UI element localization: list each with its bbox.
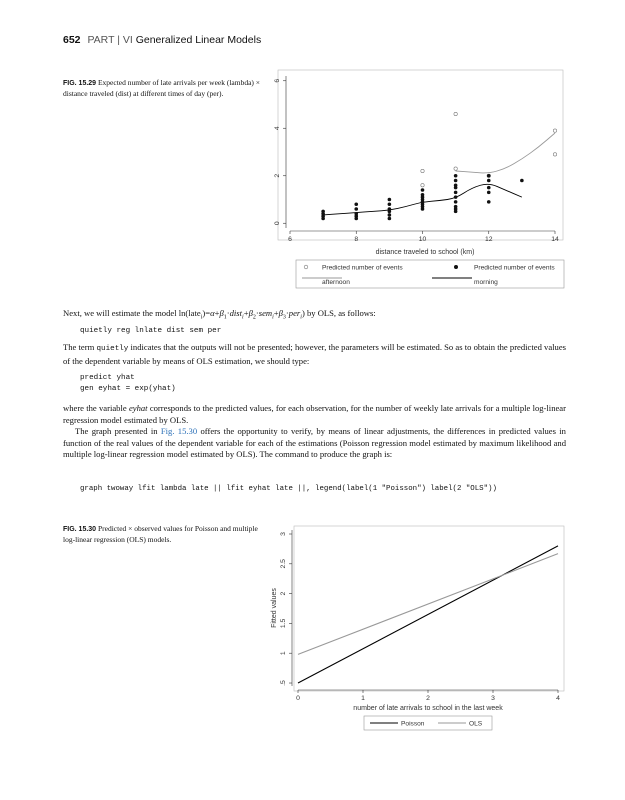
fig29-point-filled xyxy=(487,186,491,190)
model-text-pre: Next, we will estimate the model ln(late xyxy=(63,308,201,318)
fig30-y-tick-label: 2 xyxy=(280,591,287,596)
fig29-point-filled xyxy=(388,207,392,211)
fig30-y-tick-label: 3 xyxy=(280,532,287,536)
fig29-point-filled xyxy=(454,174,458,178)
fig29-point-filled xyxy=(454,195,458,199)
fig29-point-open xyxy=(454,167,457,170)
fig30-legend-label-1: Poisson xyxy=(401,720,425,728)
fig29-point-filled xyxy=(354,207,358,211)
part-label: PART | VI xyxy=(87,34,133,46)
paragraph-eyhat xyxy=(63,403,566,426)
p2-text-a: The term xyxy=(63,342,97,352)
fig29-point-open xyxy=(421,184,424,187)
fig29-point-filled xyxy=(388,217,392,221)
fig29-point-filled xyxy=(354,212,358,216)
running-head xyxy=(63,34,261,46)
fig30-chart xyxy=(270,520,570,740)
fig30-x-tick-label: 2 xyxy=(426,695,430,702)
paragraph-quietly xyxy=(63,342,566,367)
paragraph-model: Next, we will estimate the model $\ln(late_i)=\alpha+\beta_1\cdot dist_i+\beta_2\cdot sem_i+\beta_3\cdot per_i$) by OLS, as follows: xyxy=(63,308,376,321)
fig29-point-filled xyxy=(454,191,458,195)
fig29-legend-label-1: Predicted number of events xyxy=(322,264,403,272)
fig29-legend-label-2: Predicted number of events xyxy=(474,264,555,272)
code-block-1: quietly reg lnlate dist sem per xyxy=(80,327,222,335)
fig30-y-tick-label: 1 xyxy=(280,651,287,656)
code-block-2: predict yhat gen eyhat = exp(yhat) xyxy=(80,374,176,393)
fig29-y-tick-label: 4 xyxy=(274,126,281,131)
fig30-reference-link[interactable]: Fig. 15.30 xyxy=(160,426,198,436)
fig30-y-axis-label: Fitted values xyxy=(271,588,278,628)
fig29-point-open xyxy=(553,129,556,132)
fig30-ols-line xyxy=(298,554,558,655)
fig30-caption-label: FIG. 15.30 xyxy=(63,526,97,533)
fig29-x-tick-label: 14 xyxy=(551,236,559,243)
fig29-legend-label-4: morning xyxy=(474,279,498,286)
fig29-point-open xyxy=(454,112,457,115)
fig29-point-filled xyxy=(421,205,425,209)
fig30-caption xyxy=(63,524,268,545)
fig29-point-filled xyxy=(388,213,392,217)
fig29-point-filled xyxy=(454,200,458,204)
fig30-x-tick-label: 4 xyxy=(556,695,560,702)
fig29-point-filled xyxy=(321,210,325,214)
p2-text-b: indicates that the outputs will not be presented; however, the parameters will be estimated. So as to obtain the predicted values of the dependent variable by means of OLS estimation, we should type: xyxy=(63,342,567,366)
fig30-legend xyxy=(364,716,492,730)
p3-variable: eyhat xyxy=(128,403,148,413)
fig29-x-tick-label: 6 xyxy=(288,236,292,243)
fig30-poisson-line xyxy=(298,546,558,683)
p3-text-b: corresponds to the predicted values, for each observation, for the number of weekly late arrivals for a multiple log-linear regression model estimated by OLS. xyxy=(63,403,566,425)
p4-text-b: offers the opportunity to verify, by means of linear adjustments, the differences in predicted values in function of the real values of the dependent variable for each of the estimations (Poisson regression model estimated by maximum likelihood and multiple log-linear regression model estimated by OLS). The command to produce the graph is: xyxy=(63,426,566,459)
fig30-y-tick-label: 2.5 xyxy=(280,559,287,569)
fig29-point-filled xyxy=(388,202,392,206)
fig30-legend-label-2: OLS xyxy=(469,720,483,728)
fig30-plot-frame xyxy=(294,526,564,691)
fig29-caption-label: FIG. 15.29 xyxy=(63,80,97,87)
p4-text-a: The graph presented in xyxy=(75,426,161,436)
fig29-point-filled xyxy=(520,179,524,183)
model-text-post: ) by OLS, as follows: xyxy=(301,308,376,318)
fig29-x-tick-label: 8 xyxy=(354,236,359,243)
fig29-chart xyxy=(270,68,570,298)
fig29-legend xyxy=(296,260,564,288)
fig29-point-filled xyxy=(421,188,425,192)
fig29-caption-text: Expected number of late arrivals per week (lambda) × distance traveled (dist) at different times of day (per). xyxy=(63,78,261,98)
fig29-x-axis-label: distance traveled to school (km) xyxy=(375,249,475,256)
fig30-y-tick-label: .5 xyxy=(280,680,287,686)
p2-inline-code: quietly xyxy=(96,345,129,353)
fig29-point-filled xyxy=(487,200,491,204)
fig29-plot-frame xyxy=(278,70,563,240)
fig29-point-filled xyxy=(388,198,392,202)
code-block-3: graph twoway lfit lambda late || lfit eyhat late ||, legend(label(1 "Poisson") label(2 "OLS")) xyxy=(80,485,497,493)
fig29-point-filled xyxy=(454,205,458,209)
fig30-x-tick-label: 1 xyxy=(361,695,365,702)
fig29-point-filled xyxy=(354,202,358,206)
fig29-legend-label-3: afternoon xyxy=(322,279,350,286)
fig29-legend-filled-circle xyxy=(454,265,458,269)
fig29-point-filled xyxy=(421,193,425,197)
fig29-y-tick-label: 6 xyxy=(274,78,281,83)
paragraph-graph xyxy=(63,426,566,461)
fig29-point-filled xyxy=(487,174,491,178)
fig29-point-filled xyxy=(454,179,458,183)
fig29-legend-open-circle xyxy=(304,265,308,269)
fig29-point-open xyxy=(553,153,556,156)
fig29-caption xyxy=(63,78,268,99)
fig30-x-tick-label: 0 xyxy=(296,695,300,702)
fig29-afternoon-curve xyxy=(456,133,555,173)
fig30-x-tick-label: 3 xyxy=(491,695,495,702)
fig29-y-tick-label: 2 xyxy=(274,173,281,178)
fig30-x-axis-label: number of late arrivals to school in the last week xyxy=(353,705,503,712)
page-number: 652 xyxy=(63,34,81,46)
fig29-x-tick-label: 12 xyxy=(484,236,493,243)
fig29-point-filled xyxy=(454,183,458,187)
fig30-caption-text: Predicted × observed values for Poisson and multiple log-linear regression (OLS) models. xyxy=(63,524,258,544)
chapter-title: Generalized Linear Models xyxy=(135,34,262,46)
fig29-x-tick-label: 10 xyxy=(418,236,427,243)
p3-text-a: where the variable xyxy=(63,403,129,413)
fig29-point-open xyxy=(421,169,424,172)
fig30-y-tick-label: 1.5 xyxy=(280,618,287,629)
fig29-y-tick-label: 0 xyxy=(274,221,281,226)
fig29-point-filled xyxy=(487,191,491,195)
fig29-point-filled xyxy=(487,179,491,183)
